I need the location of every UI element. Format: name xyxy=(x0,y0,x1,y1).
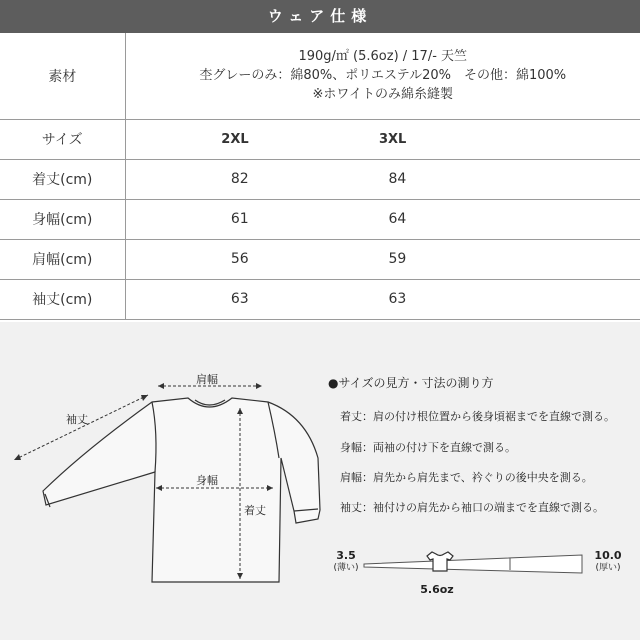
spec-title: ウェア仕様 xyxy=(267,7,373,25)
spec-table xyxy=(0,33,640,320)
howto-item: 身幅：両袖の付け下を直線で測る。 xyxy=(340,441,516,454)
measurement-section xyxy=(0,322,640,640)
row-label: 袖丈(cm) xyxy=(0,279,125,319)
row-label: 着丈(cm) xyxy=(0,159,125,199)
material-line: ※ホワイトのみ綿糸縫製 xyxy=(312,87,453,103)
material-line: 190g/㎡ (5.6oz) / 17/- 天竺 xyxy=(298,49,468,65)
howto-item: 着丈：肩の付け根位置から後身頃裾までを直線で測る。 xyxy=(340,410,615,423)
cell-value: 61 xyxy=(125,199,297,239)
scale-min-label: (薄い) xyxy=(333,563,359,573)
scale-max xyxy=(588,550,628,574)
table-row-size xyxy=(0,119,640,159)
row-label: 肩幅(cm) xyxy=(0,239,125,279)
howto-title: ●サイズの見方・寸法の測り方 xyxy=(328,376,494,390)
material-line: 杢グレーのみ：綿80%、ポリエステル20% その他：綿100% xyxy=(199,68,567,84)
scale-max-label: (厚い) xyxy=(595,563,621,573)
spec-header xyxy=(0,0,640,33)
cell-value: 59 xyxy=(297,239,469,279)
scale-min xyxy=(326,550,366,574)
cell-value: 63 xyxy=(125,279,297,319)
size-label: サイズ xyxy=(0,119,125,159)
cell-value: 56 xyxy=(125,239,297,279)
table-row-material xyxy=(0,33,640,119)
thickness-scale-bar xyxy=(360,544,590,584)
tshirt-outline-icon xyxy=(0,322,330,640)
material-label: 素材 xyxy=(0,33,125,119)
tshirt-diagram xyxy=(0,322,330,640)
shoulder-label: 肩幅 xyxy=(196,373,218,386)
table-row xyxy=(0,239,640,279)
table-row xyxy=(0,279,640,319)
cell-value: 63 xyxy=(297,279,469,319)
size-header: 2XL xyxy=(125,119,297,159)
scale-current: 5.6oz xyxy=(420,583,454,596)
size-header: 3XL xyxy=(297,119,469,159)
body-width-label: 身幅 xyxy=(196,474,218,487)
howto-item: 袖丈：袖付けの肩先から袖口の端までを直線で測る。 xyxy=(340,501,604,514)
material-value xyxy=(125,33,640,119)
scale-max-value: 10.0 xyxy=(594,549,622,562)
cell-value: 82 xyxy=(125,159,297,199)
scale-min-value: 3.5 xyxy=(336,549,356,562)
table-row xyxy=(0,159,640,199)
cell-value: 84 xyxy=(297,159,469,199)
row-label: 身幅(cm) xyxy=(0,199,125,239)
table-row xyxy=(0,199,640,239)
sleeve-label: 袖丈 xyxy=(66,413,88,426)
cell-value: 64 xyxy=(297,199,469,239)
length-label: 着丈 xyxy=(244,504,266,517)
howto-item: 肩幅：肩先から肩先まで、衿ぐりの後中央を測る。 xyxy=(340,471,593,484)
